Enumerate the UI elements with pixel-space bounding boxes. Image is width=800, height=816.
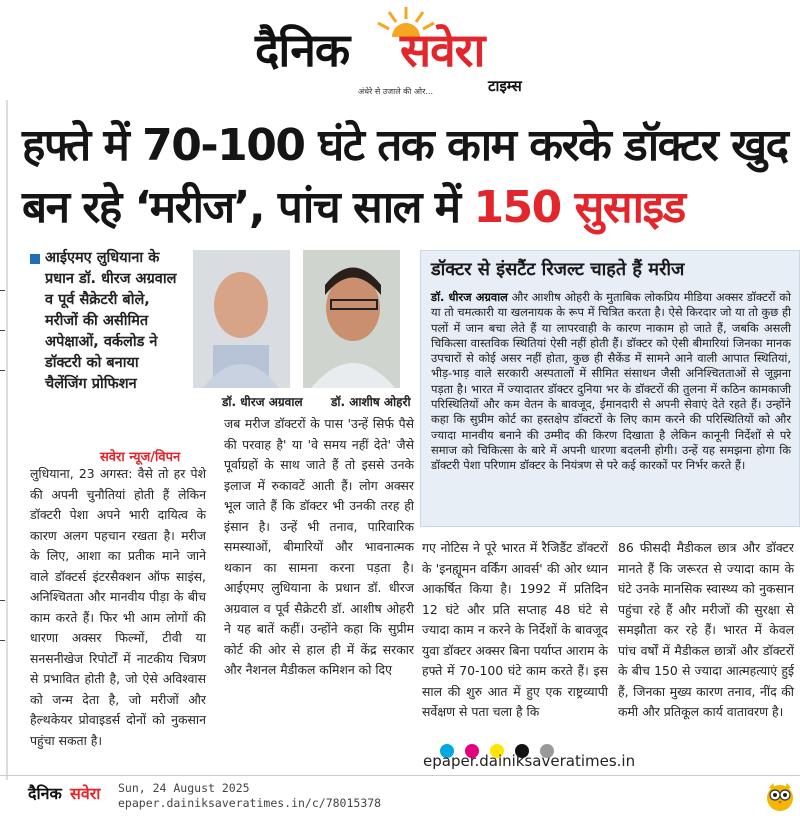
footer-logo-part1: दैनिक [28,784,62,803]
article-column-1: लुधियाना, 23 अगस्त: वैसे तो हर पेशे की अपनी चुनौतियां होती हैं लेकिन डॉक्टरी पेशा अपने भारी दायित्व के कारण अलग पहचान रखता है। मरीज के लिए, आशा का प्रतीक माने जाने वाले डॉक्टर्स इंटरसैक्शन ऑफ साइंस, अनिश्चितता और मानवीय पीड़ा के बीच काम करते हैं। फिर भी आम लोगों की धारणा अक्सर फिल्मों, टीवी या सनसनीखेज रिपोर्टों में नाटकीय चित्रण से प्रभावित होती है, जो ऐसे अविश्वास को जन्म देता है, जो मरीजों और हैल्थकेयर प्रोवाइडर्स दोनों को नुकसान पहुंचा सकता है। [30,466,206,748]
margin-rule [6,100,8,780]
headline-highlight: 150 सुसाइड [473,182,685,233]
headline-line2 [22,180,792,236]
photo-caption: डॉ. धीरज अग्रवाल [222,395,303,409]
photo-dheeraj-aggarwal [193,250,290,388]
margin-tick [0,370,5,371]
masthead-tagline: अंधेरे से उजाले की ओर... [358,87,434,96]
footer-date: Sun, 24 August 2025 [118,781,250,795]
article-column-3: गए नोटिस ने पूरे भारत में रैजिडैंट डॉक्टरों के 'इनह्यूमन वर्किंग आवर्स' की ओर ध्यान आकर्षित किया है। 1992 में प्रतिदिन 12 घंटे और प्रति सप्ताह 48 घंटे से ज्यादा काम न करने के निर्देशों के बावजूद युवा डॉक्टर अक्सर बिना पर्याप्त आराम के हफ्ते में 70-100 घंटे काम करते हैं। इस साल की शुरु आत में हुए एक राष्ट्रव्यापी सर्वेक्षण से पता चला है कि [422,540,608,719]
masthead-suffix: टाइम्स [488,77,522,95]
owl-icon[interactable] [764,780,796,812]
margin-tick [0,290,5,291]
article-column-2: जब मरीज डॉक्टरों के पास 'उन्हें सिर्फ पैसे की परवाह है' या 'वे समय नहीं देते' जैसे पूर्वाग्रहों के साथ जाते हैं तो इससे उनके इलाज में रुकावटें आती हैं। लोग अक्सर भूल जाते हैं कि डॉक्टर भी उनकी तरह ही इंसान है। उन्हें भी तनाव, पारिवारिक समस्याओं, बीमारियों और भावनात्मक थकान का सामना करना पड़ता है। आईएमए लुधियाना के प्रधान डॉ. धीरज अग्रवाल व पूर्व सैक्रेटरी डॉ. आशीष ओहरी ने यह बातें कहीं। उन्होंने कहा कि सुप्रीम कोर्ट की ओर से हाल ही में केंद्र सरकार और नैशनल मैडीकल कमिशन को दिए [224,416,414,677]
epaper-url[interactable]: epaper.dainiksaveratimes.in [423,752,636,770]
sidebar-title: डॉक्टर से इंसटैंट रिजल्ट चाहते हैं मरीज [431,259,685,280]
margin-tick [0,330,5,331]
headline-line2-prefix: बन रहे ‘मरीज’, पांच साल में [22,182,474,233]
footer-link[interactable]: epaper.dainiksaveratimes.in/c/78015378 [118,796,382,810]
masthead-name-part2: सवेरा [400,23,485,77]
footer-logo-part2: सवेरा [70,784,101,803]
article-column-4: 86 फीसदी मैडीकल छात्र और डॉक्टर मानते हैं कि जरूरत से ज्यादा काम के घंटे उनके मानसिक स्वास्थ्य को नुकसान पहुंचा रहे हैं और मरीजों की सुरक्षा से समझौता कर रहे हैं। भारत में केवल पांच वर्षों में मैडीकल छात्रों और डॉक्टरों के बीच 150 से ज्यादा आत्महत्याएं हुई हैं, जिनका मुख्य कारण तनाव, नींद की कमी और प्रतिकूल कार्य वातावरण है। [618,540,794,719]
photo-caption: डॉ. आशीष ओहरी [331,395,411,409]
photo-ashish-ohri [303,250,400,388]
sidebar-lead-name: डॉ. धीरज अग्रवाल [431,290,508,304]
margin-tick [0,600,5,601]
footer-divider [0,775,800,776]
headline-line1: हफ्ते में 70-100 घंटे तक काम करके डॉक्टर खुद [22,120,788,171]
masthead-name-part1: दैनिक [255,23,350,77]
bullet-square-icon [30,254,40,264]
summary-text: आईएमए लुधियाना के प्रधान डॉ. धीरज अग्रवाल व पूर्व सैक्रेटरी बोले, मरीजों की असीमित अपेक्षाओं, वर्कलोड ने डॉक्टरी को बनाया चैलेंजिंग प्रोफिशन [45,250,177,392]
sidebar-body [431,290,791,474]
byline: सवेरा न्यूज/विपन [100,450,181,465]
sidebar-body-text: और आशीष ओहरी के मुताबिक लोकप्रिय मीडिया अक्सर डॉक्टरों को या तो चमत्कारी या खलनायक के रूप में चित्रित करता है। ऐसे किरदार जो या तो कुछ ही पलों में जान बचा लेते हैं या लापरवाही के कारण नाकाम हो जाते हैं, जबकि असली चिकित्सा वास्तविक स्थितियां ऐसी नहीं होती हैं। डॉक्टर को ऐसी बीमारियां जिनका मानक उपचारों से कोई असर नहीं होता, कुछ ही सैकेंड में सामने आने वाली आपात स्थितियां, भीड़-भाड़ वाले सरकारी अस्पतालों में सीमित संसाधन जैसी अनिश्चितताओं से जूझना पड़ता है। भारत में ज्यादातर डॉक्टर दुनिया भर के डॉक्टरों की तुलना में कठिन कामकाजी परिस्थितियों और कम वेतन के बावजूद, ईमानदारी से अपनी सेवाएं देते रहते हैं। उन्होंने कहा कि सुप्रीम कोर्ट का हस्तक्षेप डॉक्टरों के लिए काम करने की परिस्थितियों को और ज्यादा मानवीय बनाने की उम्मीद की किरण दिखाता है लेकिन कानूनी निर्देशों से परे समाज को चिकित्सा के बारे में अपनी धारणा बदलनी होगी। उन्हें यह समझना होगा कि डॉक्टरी पेशा परिणाम डॉक्टर के नियंत्रण से परे कई कारकों पर निर्भर करते हैं। [431,290,791,473]
margin-tick [0,640,5,641]
